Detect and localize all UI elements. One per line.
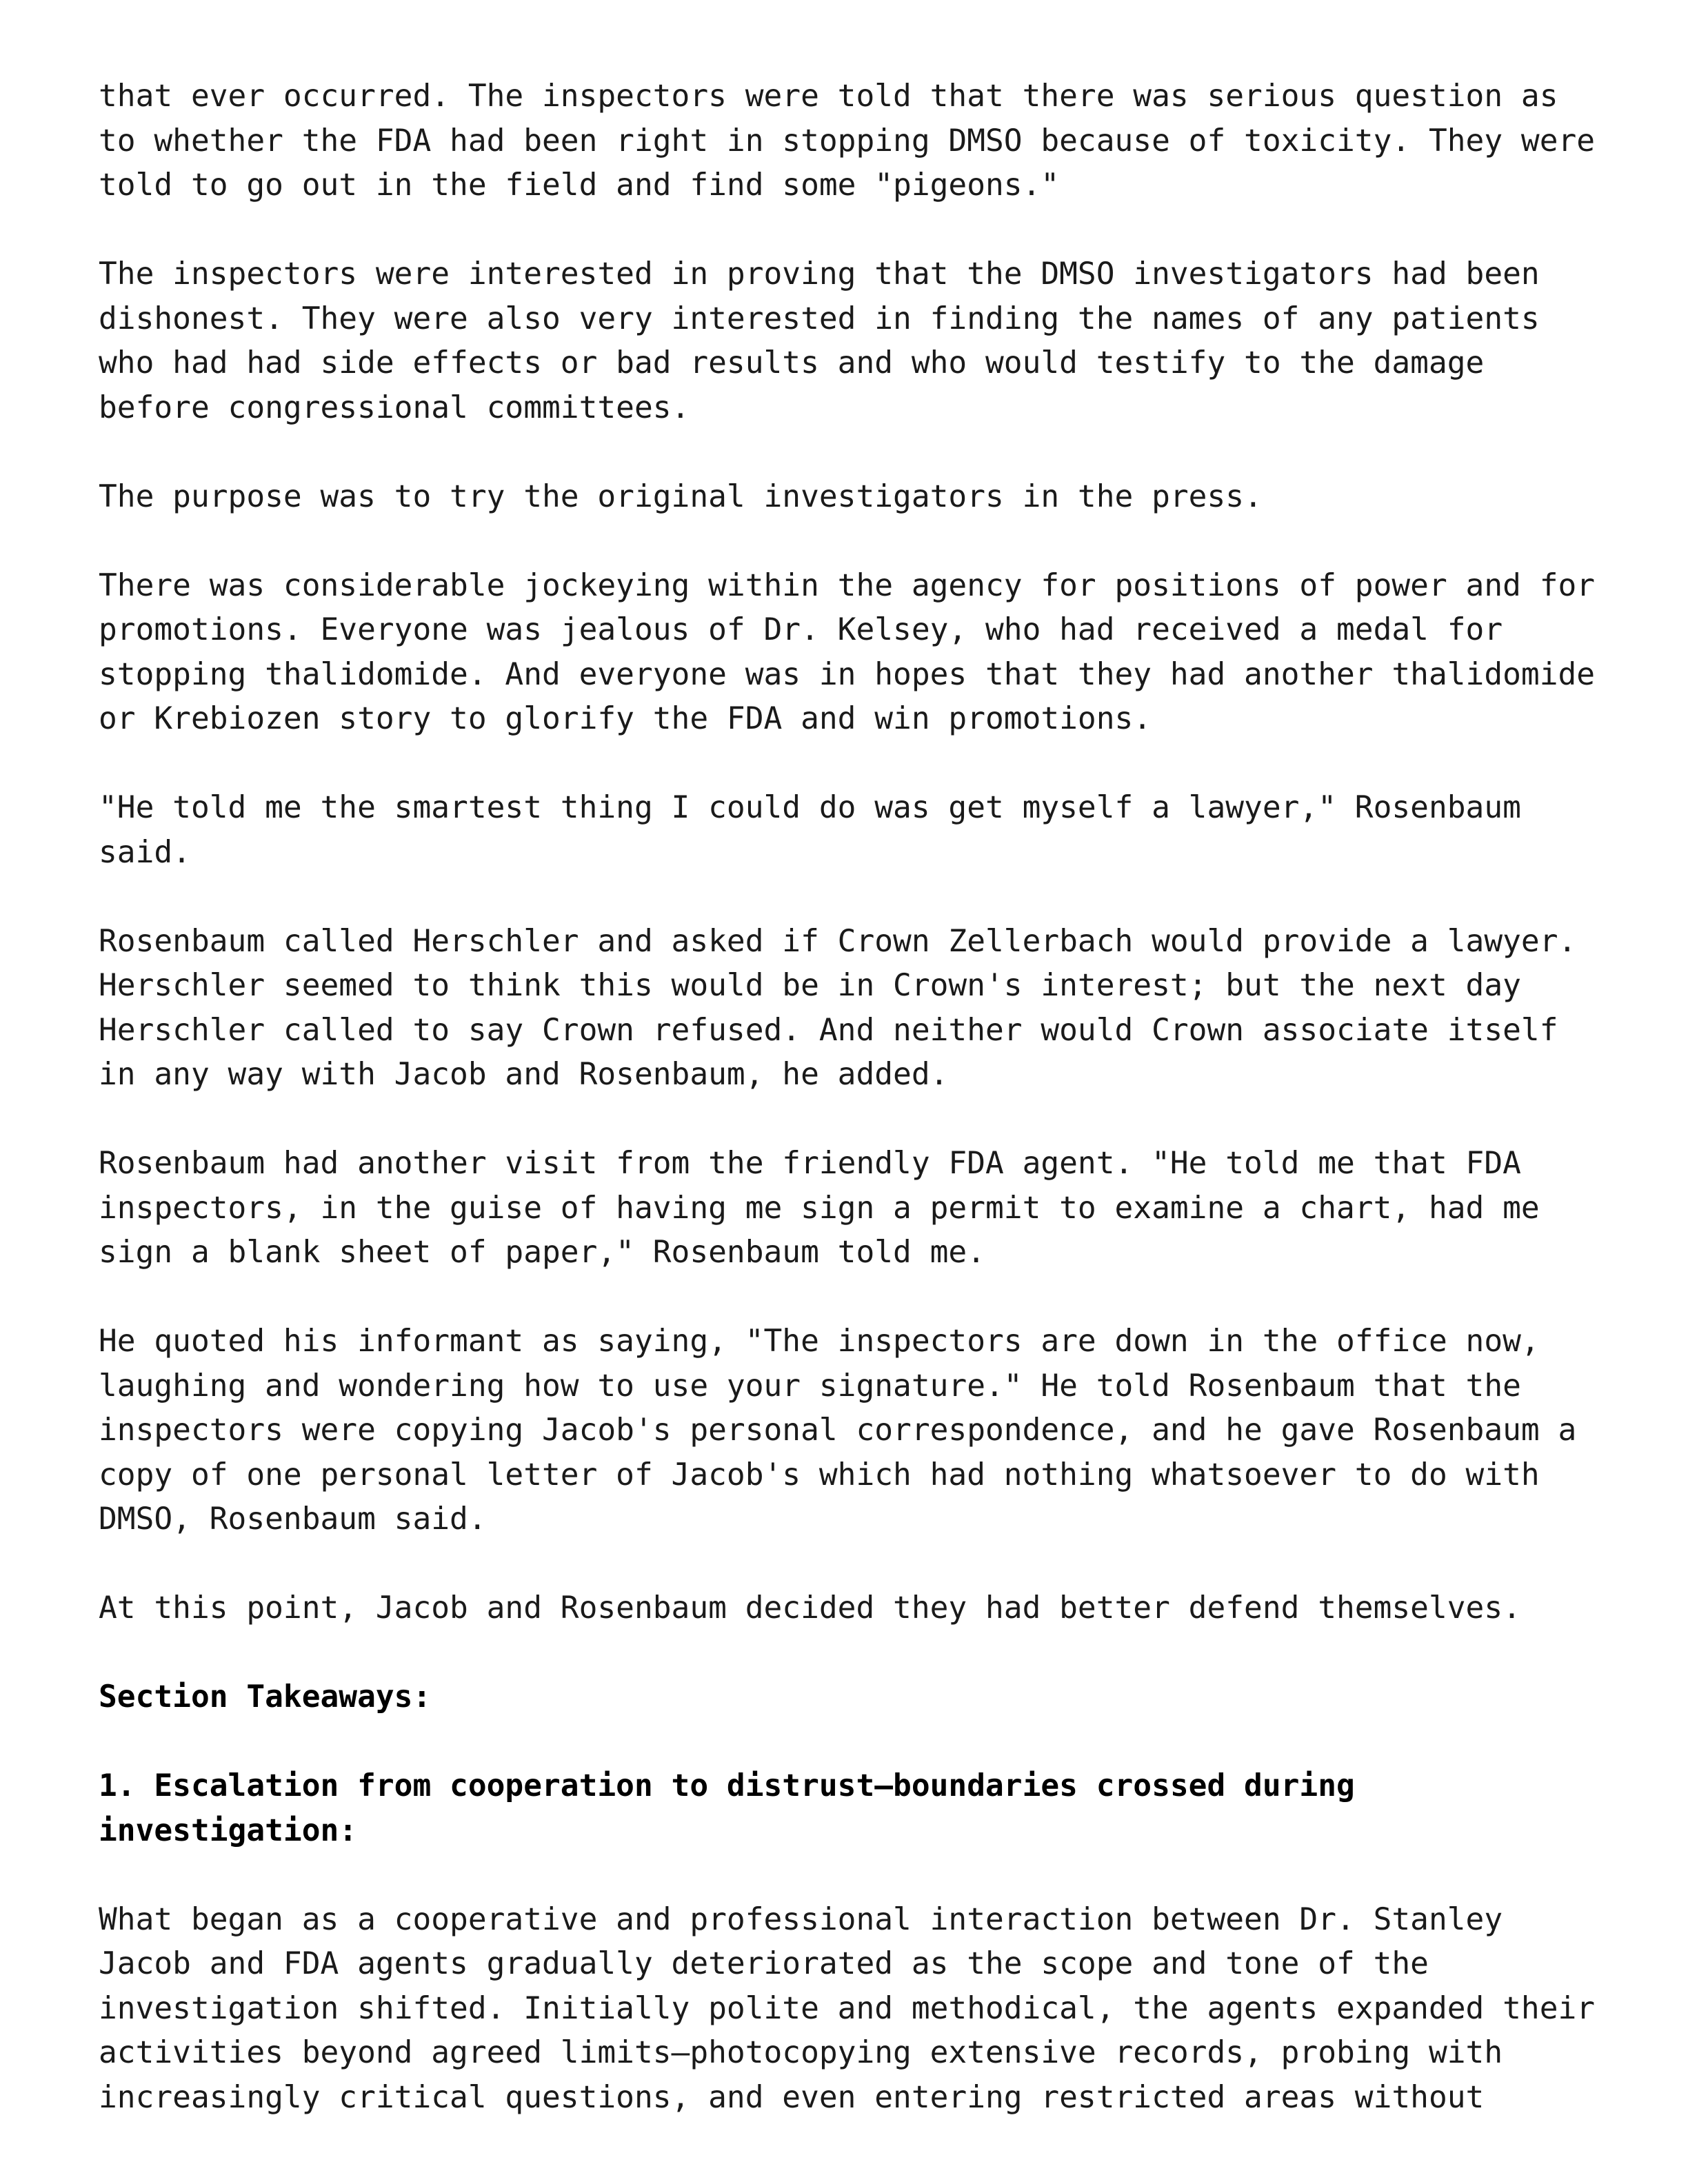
paragraph-defend: At this point, Jacob and Rosenbaum decided they had better defend themselves. — [99, 1590, 1521, 1626]
document-page — [99, 74, 1616, 2120]
paragraph-lawyer-quote: "He told me the smartest thing I could do was get myself a lawyer," Rosenbaum said. — [99, 790, 1521, 870]
paragraph-herschler: Rosenbaum called Herschler and asked if Crown Zellerbach would provide a lawyer. Herschler seemed to think this would be in Crown's interest; but the next day Herschler called to say Crown refused. And neither would Crown associate itself in any way with Jacob and Rosenbaum, he added. — [99, 923, 1577, 1092]
paragraph-purpose: The purpose was to try the original investigators in the press. — [99, 478, 1263, 514]
paragraph-informant: He quoted his informant as saying, "The inspectors are down in the office now, laughing and wondering how to use your signature." He told Rosenbaum that the inspectors were copying Jacob's personal correspondence, and he gave Rosenbaum a copy of one personal letter of Jacob's which had nothing whatsoever to do with DMSO, Rosenbaum said. — [99, 1324, 1577, 1537]
paragraph-pigeons: that ever occurred. The inspectors were told that there was serious question as to whether the FDA had been right in stopping DMSO because of toxicity. They were told to go out in the field and find some "pigeons." — [99, 79, 1596, 203]
paragraph-jockeying: There was considerable jockeying within the agency for positions of power and for promotions. Everyone was jealous of Dr. Kelsey, who had received a medal for stopping thalidomide. And everyone was in hopes that they had another thalidomide or Krebiozen story to glorify the FDA and win promotions. — [99, 567, 1596, 736]
takeaway-paragraph: What began as a cooperative and professional interaction between Dr. Stanley Jacob and FDA agents gradually deteriorated as the scope and tone of the investigation shifted. Initially polite and methodical, the agents expanded their activities beyond agreed limits—photocopying extensive records, probing with increasingly critical questions, and even entering restricted areas without — [99, 1901, 1596, 2115]
section-heading: Section Takeaways: — [99, 1679, 432, 1715]
paragraph-blank-sheet: Rosenbaum had another visit from the friendly FDA agent. "He told me that FDA inspectors, in the guise of having me sign a permit to examine a chart, had me sign a blank sheet of paper," Rosenbaum told me. — [99, 1146, 1540, 1270]
paragraph-dishonest: The inspectors were interested in proving that the DMSO investigators had been dishonest. They were also very interested in finding the names of any patients who had had side effects or bad results and who would testify to the damage before congressional committees. — [99, 256, 1540, 425]
takeaway-heading: 1. Escalation from cooperation to distrust—boundaries crossed during investigation: — [99, 1768, 1355, 1848]
